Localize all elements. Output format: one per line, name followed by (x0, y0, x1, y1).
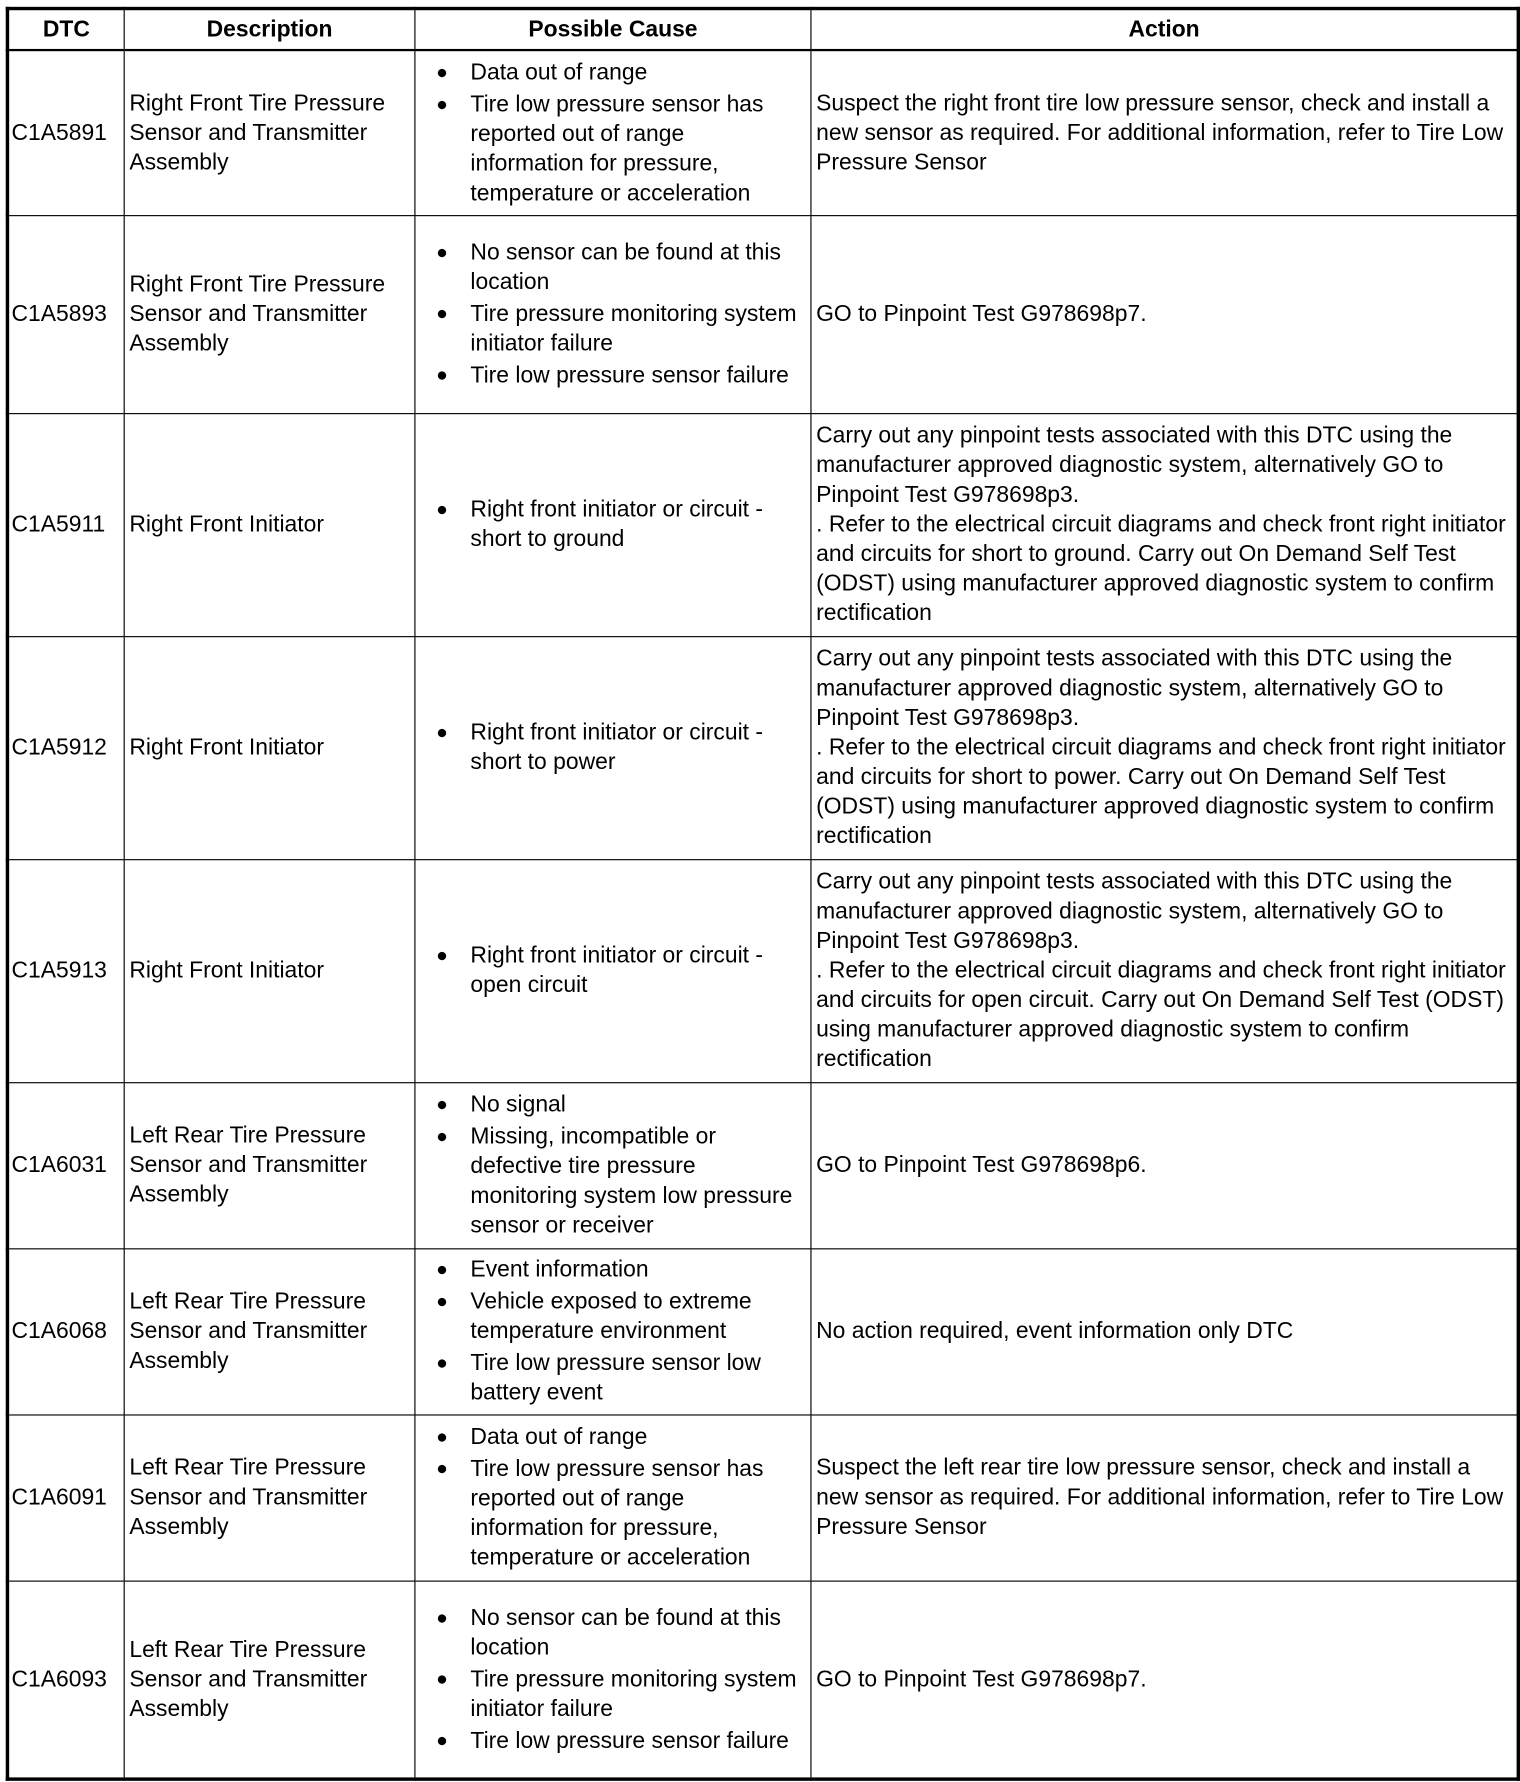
column-header-dtc: DTC (7, 9, 124, 51)
cause-list-item: ● Vehicle exposed to extreme temperature environment (436, 1287, 803, 1346)
cause-list-item: ● No signal (436, 1090, 803, 1120)
description-cell: Right Front Initiator (124, 859, 415, 1082)
possible-cause-cell (415, 215, 811, 413)
cause-list-item: ● Right front initiator or circuit - open circuit (436, 941, 803, 1000)
table-row (7, 859, 1518, 1082)
cause-list (436, 495, 803, 554)
cause-list-item: ● Tire pressure monitoring system initiator failure (436, 1664, 803, 1723)
dtc-code-cell: C1A6068 (7, 1248, 124, 1414)
cause-list-item: ● Right front initiator or circuit - short to power (436, 718, 803, 777)
action-cell (811, 215, 1518, 413)
cause-list-item: ● Tire low pressure sensor failure (436, 361, 803, 391)
dtc-code-cell: C1A5913 (7, 859, 124, 1082)
action-cell (811, 636, 1518, 859)
cause-list (436, 718, 803, 777)
possible-cause-cell (415, 1082, 811, 1248)
action-cell (811, 859, 1518, 1082)
dtc-code-cell: C1A6093 (7, 1581, 124, 1779)
description-cell: Left Rear Tire Pressure Sensor and Transmitter Assembly (124, 1414, 415, 1580)
column-header-possible-cause: Possible Cause (415, 9, 811, 51)
cause-list-item: ● No sensor can be found at this location (436, 238, 803, 297)
cause-list-item: ● Tire low pressure sensor failure (436, 1726, 803, 1756)
description-cell: Left Rear Tire Pressure Sensor and Transmitter Assembly (124, 1082, 415, 1248)
column-header-description: Description (124, 9, 415, 51)
table-row (7, 1248, 1518, 1414)
action-cell (811, 1414, 1518, 1580)
description-cell: Right Front Initiator (124, 636, 415, 859)
cause-list-item: ● Right front initiator or circuit - short to ground (436, 495, 803, 554)
action-text: GO to Pinpoint Test G978698p7. (816, 1666, 1147, 1692)
description-cell: Right Front Initiator (124, 413, 415, 636)
table-row (7, 413, 1518, 636)
cause-list (436, 58, 803, 208)
table-row (7, 1581, 1518, 1779)
cause-list-item: ● No sensor can be found at this location (436, 1603, 803, 1662)
action-text: Carry out any pinpoint tests associated with this DTC using the manufacturer approved diagnostic system, alternatively GO to Pinpoint Test G978698p3. . Refer to the electrical circuit diagrams and check front right initiator and circuits for short to power. Carry out On Demand Self Test (ODST) using manufacturer approved diagnostic system to confirm rectification (816, 646, 1506, 849)
table-row (7, 636, 1518, 859)
description-cell: Left Rear Tire Pressure Sensor and Transmitter Assembly (124, 1581, 415, 1779)
action-cell (811, 1248, 1518, 1414)
action-cell (811, 1082, 1518, 1248)
column-header-action: Action (811, 9, 1518, 51)
action-cell (811, 50, 1518, 215)
cause-list-item: ● Tire low pressure sensor low battery event (436, 1348, 803, 1407)
dtc-code-cell: C1A5891 (7, 50, 124, 215)
table-body (7, 50, 1518, 1778)
table-row (7, 50, 1518, 215)
dtc-code-cell: C1A5911 (7, 413, 124, 636)
possible-cause-cell (415, 1414, 811, 1580)
cause-list (436, 941, 803, 1000)
cause-list (436, 1422, 803, 1572)
table-row (7, 1082, 1518, 1248)
action-text: Suspect the left rear tire low pressure sensor, check and install a new sensor as required. For additional information, refer to Tire Low Pressure Sensor (816, 1455, 1504, 1540)
action-text: Carry out any pinpoint tests associated with this DTC using the manufacturer approved diagnostic system, alternatively GO to Pinpoint Test G978698p3. . Refer to the electrical circuit diagrams and check front right initiator and circuits for short to ground. Carry out On Demand Self Test (ODST) using manufacturer approved diagnostic system to confirm rectification (816, 423, 1506, 626)
table-header-row (7, 9, 1518, 51)
cause-list-item: ● Tire low pressure sensor has reported out of range information for pressure, temperature or acceleration (436, 90, 803, 208)
cause-list (436, 1603, 803, 1755)
dtc-code-cell: C1A6091 (7, 1414, 124, 1580)
possible-cause-cell (415, 413, 811, 636)
cause-list-item: ● Missing, incompatible or defective tire pressure monitoring system low pressure sensor or receiver (436, 1122, 803, 1240)
dtc-code-cell: C1A5912 (7, 636, 124, 859)
possible-cause-cell (415, 636, 811, 859)
possible-cause-cell (415, 1248, 811, 1414)
action-text: GO to Pinpoint Test G978698p6. (816, 1152, 1147, 1178)
action-cell (811, 413, 1518, 636)
action-text: GO to Pinpoint Test G978698p7. (816, 301, 1147, 327)
possible-cause-cell (415, 50, 811, 215)
description-cell: Left Rear Tire Pressure Sensor and Transmitter Assembly (124, 1248, 415, 1414)
action-text: Carry out any pinpoint tests associated with this DTC using the manufacturer approved diagnostic system, alternatively GO to Pinpoint Test G978698p3. . Refer to the electrical circuit diagrams and check front right initiator and circuits for open circuit. Carry out On Demand Self Test (ODST) using manufacturer approved diagnostic system to confirm rectification (816, 869, 1506, 1072)
action-text: Suspect the right front tire low pressure sensor, check and install a new sensor as required. For additional information, refer to Tire Low Pressure Sensor (816, 90, 1504, 175)
dtc-code-cell: C1A5893 (7, 215, 124, 413)
cause-list-item: ● Data out of range (436, 58, 803, 88)
action-cell (811, 1581, 1518, 1779)
action-text: No action required, event information only DTC (816, 1318, 1294, 1344)
possible-cause-cell (415, 1581, 811, 1779)
cause-list (436, 238, 803, 390)
cause-list (436, 1090, 803, 1240)
possible-cause-cell (415, 859, 811, 1082)
dtc-code-cell: C1A6031 (7, 1082, 124, 1248)
cause-list-item: ● Data out of range (436, 1422, 803, 1452)
table-row (7, 1414, 1518, 1580)
cause-list-item: ● Event information (436, 1255, 803, 1285)
dtc-table (6, 7, 1520, 1780)
description-cell: Right Front Tire Pressure Sensor and Transmitter Assembly (124, 215, 415, 413)
cause-list-item: ● Tire low pressure sensor has reported out of range information for pressure, temperature or acceleration (436, 1454, 803, 1572)
cause-list (436, 1255, 803, 1407)
description-cell: Right Front Tire Pressure Sensor and Transmitter Assembly (124, 50, 415, 215)
table-row (7, 215, 1518, 413)
cause-list-item: ● Tire pressure monitoring system initiator failure (436, 299, 803, 358)
